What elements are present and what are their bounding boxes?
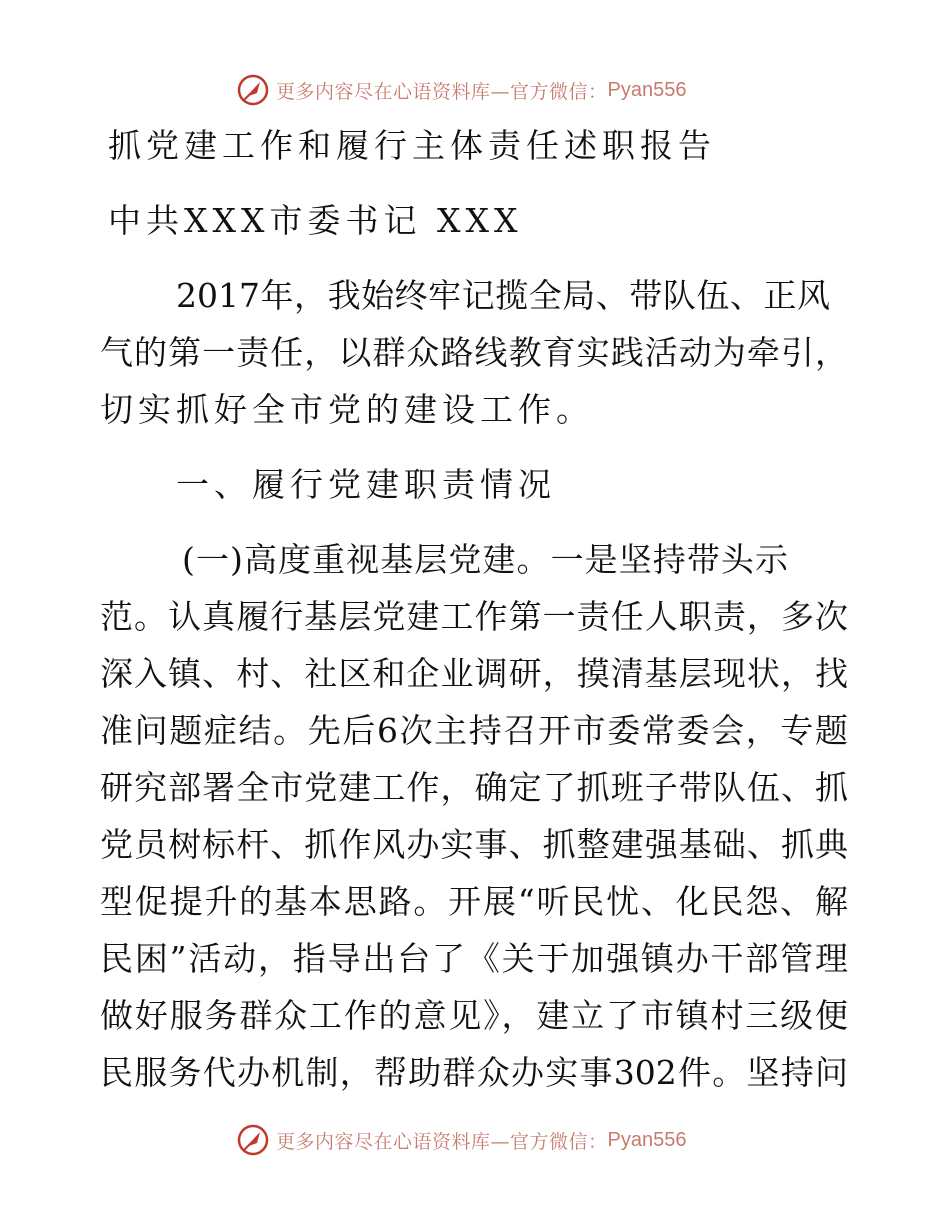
body-line: 民服务代办机制，帮助群众办实事302件。坚持问 (100, 1053, 848, 1092)
body-line: 深入镇、村、社区和企业调研，摸清基层现状，找 (100, 654, 848, 693)
watermark-text: 更多内容尽在心语资料库—官方微信： (276, 1130, 608, 1153)
body-line: 范。认真履行基层党建工作第一责任人职责，多次 (100, 597, 848, 636)
watermark-text: 更多内容尽在心语资料库—官方微信： (276, 80, 608, 103)
body-line: 切实抓好全市党的建设工作。 (100, 390, 594, 429)
quill-logo-icon (236, 73, 270, 107)
section-heading: 一、履行党建职责情况 (176, 465, 556, 504)
body-line: 研究部署全市党建工作，确定了抓班子带队伍、抓 (100, 768, 848, 807)
document-title: 抓党建工作和履行主体责任述职报告 (108, 126, 716, 165)
body-line: 气的第一责任，以群众路线教育实践活动为牵引， (100, 333, 848, 372)
watermark-footer (236, 1122, 686, 1158)
body-line: 党员树标杆、抓作风办实事、抓整建强基础、抓典 (100, 825, 848, 864)
watermark-header (236, 72, 686, 108)
body-line: 准问题症结。先后6次主持召开市委常委会，专题 (100, 711, 848, 750)
watermark-account: Pyan556 (607, 1128, 687, 1151)
body-line: 做好服务群众工作的意见》，建立了市镇村三级便 (100, 996, 848, 1035)
document-author: 中共XXX市委书记 XXX (108, 201, 523, 240)
watermark-account: Pyan556 (607, 78, 687, 101)
body-line: 型促提升的基本思路。开展“听民忧、化民怨、解 (100, 882, 848, 921)
body-line: 2017年，我始终牢记揽全局、带队伍、正风 (176, 276, 830, 315)
subsection-heading: (一)高度重视基层党建。一是坚持带头示 (182, 540, 788, 579)
quill-logo-icon (236, 1123, 270, 1157)
body-line: 民困”活动，指导出台了《关于加强镇办干部管理 (100, 939, 848, 978)
